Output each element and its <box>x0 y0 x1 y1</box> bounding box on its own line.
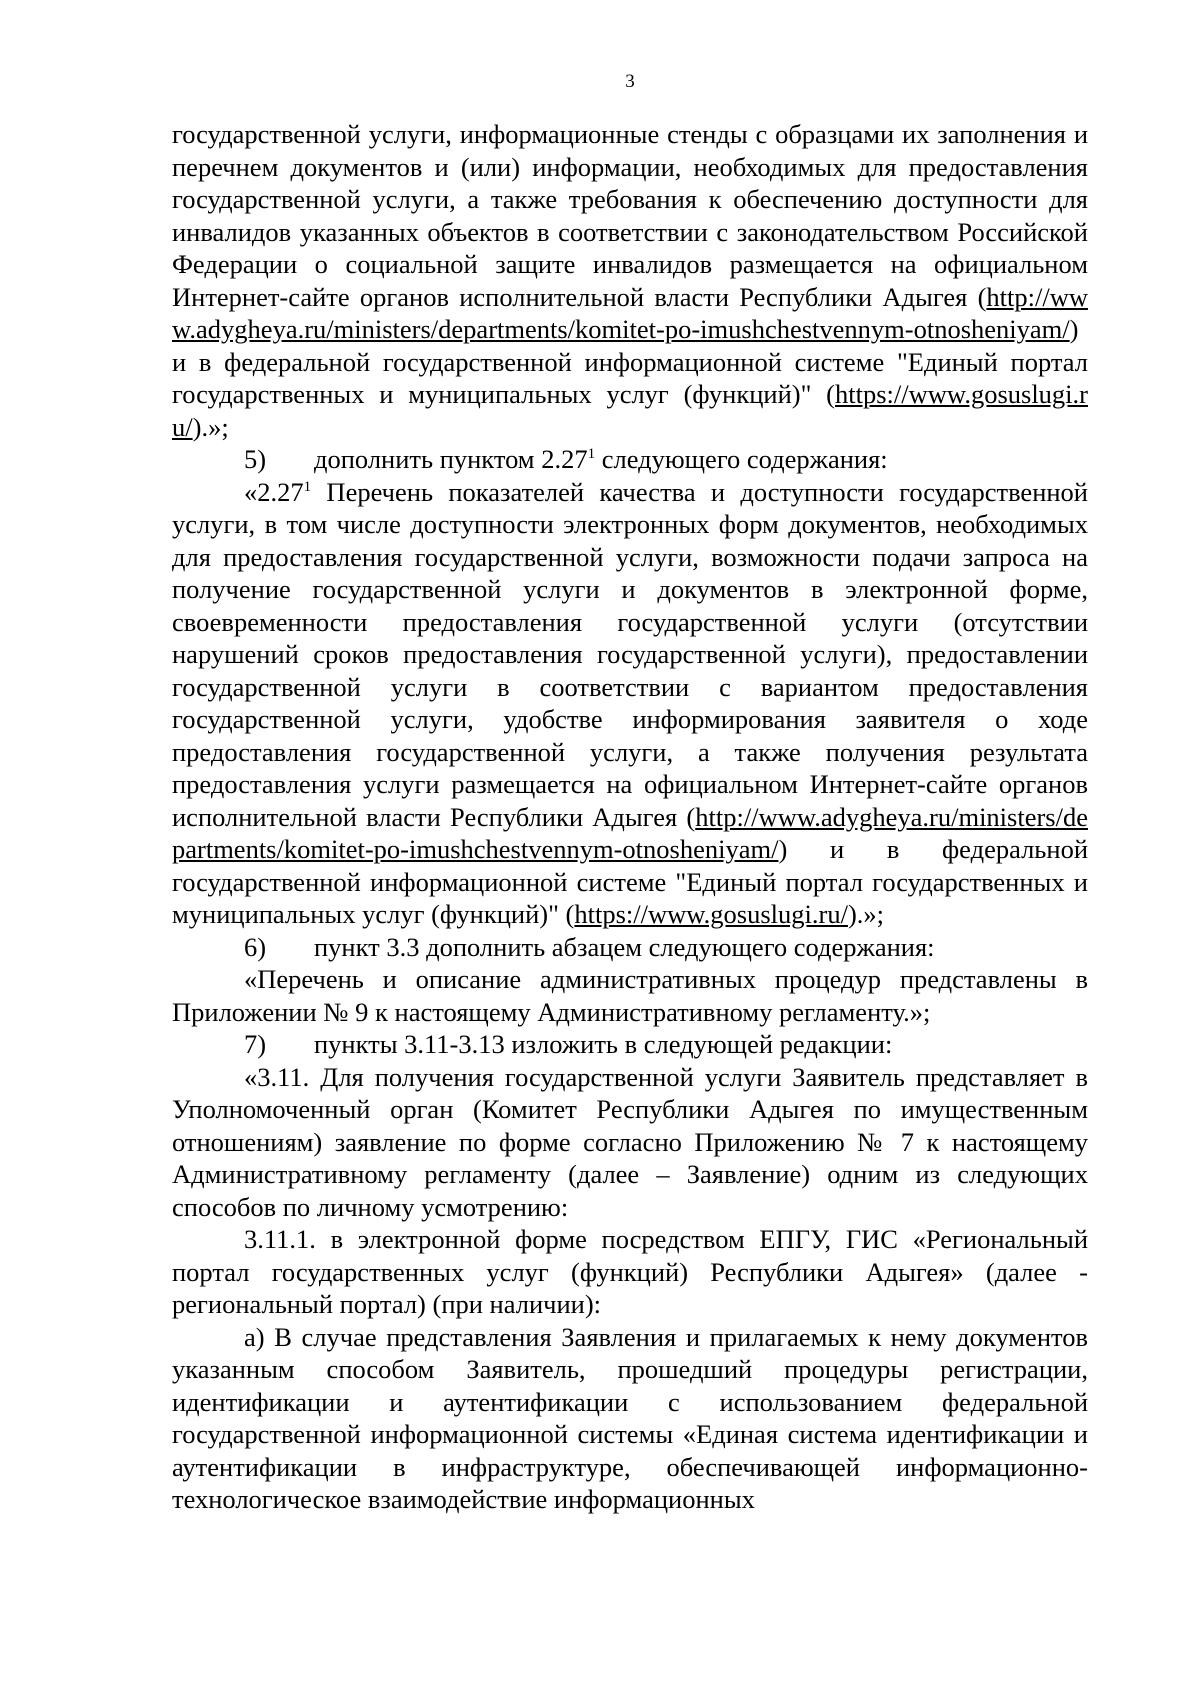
item-number: 7) <box>244 1029 267 1059</box>
item-text: следующего содержания: <box>595 444 888 474</box>
paragraph-text: «2.27 <box>244 476 304 507</box>
item-number: 6) <box>244 931 267 962</box>
list-item-7 <box>172 1028 1088 1061</box>
paragraph-sub-a: а) В случае представления Заявления и прилагаемых к нему документов указанным способом Заявитель, прошедший процедуры регистрации, идентификации и аутентификации с использованием федеральной государственной информационной системы «Единая система идентификации и аутентификации в инфраструктуре, обеспечивающей информационно-технологическое взаимодействие информационных <box>172 1321 1088 1514</box>
paragraph-intro <box>172 118 1088 443</box>
list-item-5 <box>172 443 1088 476</box>
ministry-link[interactable]: http://www.adygheya.ru/ministers/departments/komitet-po-imushchestvennym-otnosheniyam/ <box>172 801 1088 864</box>
paragraph-text: ) и в федеральной государственной информационной системе "Единый портал государственных и муниципальных услуг (функций)" ( <box>172 314 1088 409</box>
paragraph-2-27-1 <box>172 476 1088 931</box>
ministry-link[interactable]: http://www.adygheya.ru/ministers/departments/komitet-po-imushchestvennym-otnosheniyam/ <box>172 281 1088 344</box>
item-text: пункт 3.3 дополнить абзацем следующего содержания: <box>314 931 935 962</box>
page-number: 3 <box>625 71 635 92</box>
item-number: 5) <box>244 444 267 474</box>
paragraph-text: ).»; <box>847 899 885 929</box>
paragraph-text: ).»; <box>192 411 229 442</box>
gosuslugi-link[interactable]: https://www.gosuslugi.ru/ <box>172 379 1088 442</box>
paragraph-3-11-1: 3.11.1. в электронной форме посредством ЕПГУ, ГИС «Региональный портал государственных услуг (функций) Республики Адыгея» (далее - региональный портал) (при наличии): <box>172 1224 1088 1319</box>
document-body <box>172 118 1088 1516</box>
gosuslugi-link[interactable]: https://www.gosuslugi.ru/ <box>574 899 848 929</box>
superscript: 1 <box>303 478 312 495</box>
list-item-6 <box>172 931 1088 964</box>
paragraph-text: ) и в федеральной государственной информационной системе "Единый портал государственных и муниципальных услуг (функций)" ( <box>172 834 1088 929</box>
item-text: пункты 3.11-3.13 изложить в следующей редакции: <box>314 1029 893 1059</box>
item-text: дополнить пунктом 2.27 <box>314 444 588 474</box>
paragraph-text: Перечень показателей качества и доступности государственной услуги, в том числе доступности электронных форм документов, необходимых для предоставления государственной услуги, возможности подачи запроса на получение государственной услуги и документов в электронной форме, своевременности предоставления государственной услуги (отсутствии нарушений сроков предоставления государственной услуги), предоставлении государственной услуги в соответствии с вариантом предоставления государственной услуги, удобстве информирования заявителя о ходе предоставления государственной услуги, а также получения результата предоставления услуги размещается на официальном Интернет-сайте органов исполнительной власти Республики Адыгея ( <box>172 476 1088 832</box>
paragraph-text: государственной услуги, информационные стенды с образцами их заполнения и перечнем документов и (или) информации, необходимых для предоставления государственной услуги, а также требования к обеспечению доступности для инвалидов указанных объектов в соответствии с законодательством Российской Федерации о социальной защите инвалидов размещается на официальном Интернет-сайте органов исполнительной власти Республики Адыгея ( <box>172 119 1088 312</box>
superscript: 1 <box>587 446 596 463</box>
paragraph-3-11: «3.11. Для получения государственной услуги Заявитель представляет в Уполномоченный орган (Комитет Республики Адыгея по имущественным отношениям) заявление по форме согласно Приложению № 7 к настоящему Административному регламенту (далее – Заявление) одним из следующих способов по личному усмотрению: <box>172 1061 1088 1222</box>
paragraph-annex-9: «Перечень и описание административных процедур представлены в Приложении № 9 к настоящему Административному регламенту.»; <box>172 964 1088 1027</box>
